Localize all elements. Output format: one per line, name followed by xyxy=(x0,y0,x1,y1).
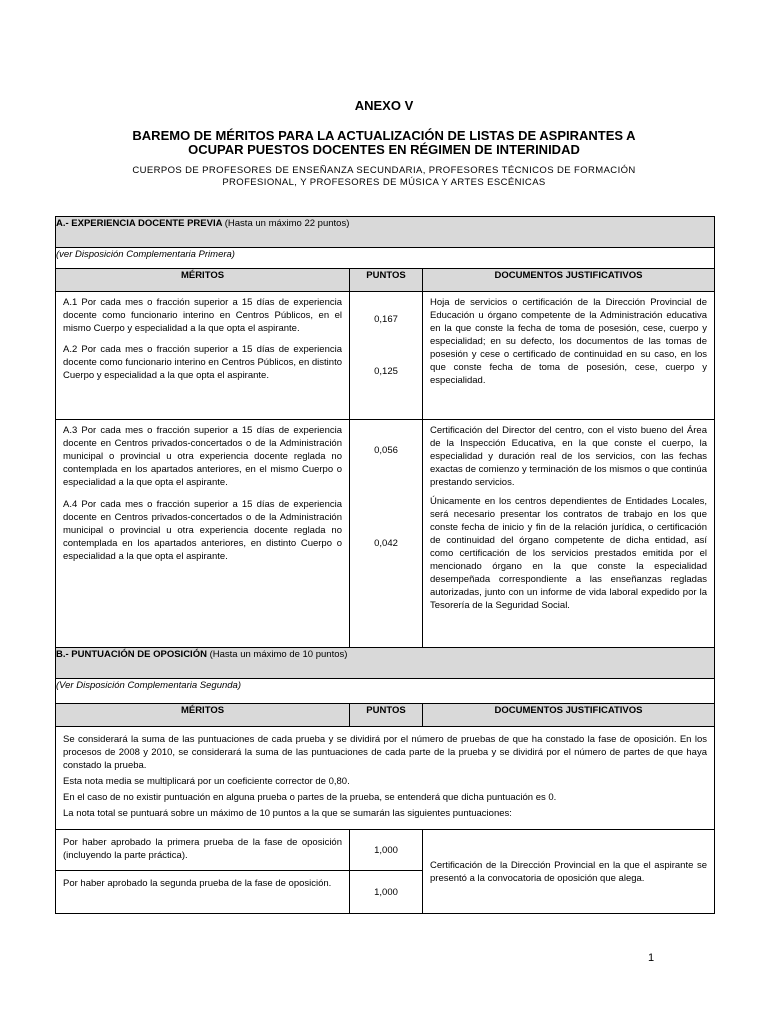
points-cell-a3-a4 xyxy=(350,420,423,648)
table-row-b1 xyxy=(56,830,715,871)
merit-a1: A.1 Por cada mes o fracción superior a 15 días de experiencia docente como funcionario interino en Centros Públicos, en el mismo Cuerpo y especialidad a la que opta el aspirante. xyxy=(63,297,342,334)
merit-a3: A.3 Por cada mes o fracción superior a 15 días de experiencia docente en Centros privados-concertados o de la Administración municipal o provincial u otra experiencia docente reglada no contemplada en los apartados anteriores, en el mismo Cuerpo o especialidad a la que opta el aspirante. xyxy=(63,425,342,488)
merit-b2: Por haber aprobado la segunda prueba de la fase de oposición. xyxy=(56,871,350,914)
docs-a3-a4-local-entities: Únicamente en los centros dependientes de Entidades Locales, será necesario presentar los contratos de trabajo en los que conste fecha de inicio y fin de la relación jurídica, o certificación de continuidad del órgano competente de dicha entidad, así como certificación de los servicios prestados emitida por el mencionado órgano en la que conste la especialidad desempeñada correspondiente a las enseñanzas regladas autorizadas, junto con un informe de vida laboral expedido por la Tesorería de la Seguridad Social. xyxy=(430,496,707,611)
section-b-header xyxy=(56,648,715,679)
section-a-note: (ver Disposición Complementaria Primera) xyxy=(56,248,715,269)
section-b-note-row xyxy=(56,679,715,704)
table-row-a3-a4 xyxy=(56,420,715,648)
document-subtitle-line2: PROFESIONAL, Y PROFESORES DE MÚSICA Y ARTES ESCÉNICAS xyxy=(222,177,546,188)
intro-paragraph-1: Se considerará la suma de las puntuaciones de cada prueba y se dividirá por el número de pruebas de que ha constado la fase de oposición. En los procesos de 2008 y 2010, se considerará la suma de las puntuaciones de cada parte de la prueba y se dividirá por el número de partes de que haya constado la prueba. xyxy=(63,734,707,771)
merit-cell-a1-a2 xyxy=(56,292,350,420)
section-b-intro xyxy=(56,727,715,830)
points-a4: 0,042 xyxy=(374,538,398,549)
docs-cell-a3-a4 xyxy=(423,420,715,648)
column-header-meritos: MÉRITOS xyxy=(56,269,350,292)
column-header-documentos: DOCUMENTOS JUSTIFICATIVOS xyxy=(423,269,715,292)
docs-a3-a4-certification: Certificación del Director del centro, con el visto bueno del Área de la Inspección Educativa, en la que conste el cuerpo, la especialidad y duración real de los servicios, con las fechas exactas de comienzo y terminación de los mismos o que continúa prestando servicios. xyxy=(430,425,707,488)
document-subtitle-line1: CUERPOS DE PROFESORES DE ENSEÑANZA SECUNDARIA, PROFESORES TÉCNICOS DE FORMACIÓN xyxy=(132,165,636,176)
docs-cell-a1-a2 xyxy=(423,292,715,420)
merits-table xyxy=(55,216,715,914)
section-a-note-row xyxy=(56,248,715,269)
column-header-puntos: PUNTOS xyxy=(350,269,423,292)
section-b-limit: (Hasta un máximo de 10 puntos) xyxy=(209,649,348,660)
table-row-a1-a2 xyxy=(56,292,715,420)
points-a3: 0,056 xyxy=(374,445,398,456)
column-header-documentos-b: DOCUMENTOS JUSTIFICATIVOS xyxy=(423,704,715,727)
annex-label: ANEXO V xyxy=(354,98,414,113)
section-a-column-headers xyxy=(56,269,715,292)
section-b-intro-row xyxy=(56,727,715,830)
section-b-column-headers xyxy=(56,704,715,727)
intro-paragraph-3: En el caso de no existir puntuación en alguna prueba o partes de la prueba, se entenderá que dicha puntuación es 0. xyxy=(63,792,557,803)
docs-b: Certificación de la Dirección Provincial en la que el aspirante se presentó a la convocatoria de oposición que alega. xyxy=(423,830,715,914)
merit-a4: A.4 Por cada mes o fracción superior a 15 días de experiencia docente en Centros privados-concertados o de la Administración municipal o provincial u otra experiencia docente reglada no contemplada en los apartados anteriores, en distinto Cuerpo o especialidad a la que opta el aspirante. xyxy=(63,499,342,562)
column-header-meritos-b: MÉRITOS xyxy=(56,704,350,727)
intro-paragraph-4: La nota total se puntuará sobre un máximo de 10 puntos a la que se sumarán las siguientes puntuaciones: xyxy=(63,808,512,819)
section-b-note: (Ver Disposición Complementaria Segunda) xyxy=(56,679,715,704)
section-a-limit: (Hasta un máximo 22 puntos) xyxy=(224,218,350,229)
merit-a2: A.2 Por cada mes o fracción superior a 15 días de experiencia docente como funcionario interino en Centros Públicos, en distinto Cuerpo y especialidad a la que opta el aspirante. xyxy=(63,344,342,381)
points-b2: 1,000 xyxy=(350,871,423,914)
page-number: 1 xyxy=(648,952,655,964)
docs-a1-a2: Hoja de servicios o certificación de la Dirección Provincial de Educación u órgano competente de la Administración educativa en la que conste la fecha de toma de posesión, cese, cuerpo y especialidad; en su defecto, los documentos de las tomas de posesión y cese o certificado de continuidad en su caso, en los que conste fecha de toma de posesión, cese, cuerpo y especialidad. xyxy=(430,297,707,386)
merit-b1: Por haber aprobado la primera prueba de la fase de oposición (incluyendo la parte práctica). xyxy=(56,830,350,871)
section-a-title: A.- EXPERIENCIA DOCENTE PREVIA xyxy=(56,218,223,229)
document-title-line1: BAREMO DE MÉRITOS PARA LA ACTUALIZACIÓN DE LISTAS DE ASPIRANTES A xyxy=(132,128,636,143)
column-header-puntos-b: PUNTOS xyxy=(350,704,423,727)
section-a-header xyxy=(56,217,715,248)
merit-cell-a3-a4 xyxy=(56,420,350,648)
document-title-line2: OCUPAR PUESTOS DOCENTES EN RÉGIMEN DE INTERINIDAD xyxy=(188,142,580,157)
points-a1: 0,167 xyxy=(374,314,398,325)
points-a2: 0,125 xyxy=(374,366,398,377)
points-cell-a1-a2 xyxy=(350,292,423,420)
points-b1: 1,000 xyxy=(350,830,423,871)
section-b-title: B.- PUNTUACIÓN DE OPOSICIÓN xyxy=(56,649,207,660)
intro-paragraph-2: Esta nota media se multiplicará por un coeficiente corrector de 0,80. xyxy=(63,776,350,787)
